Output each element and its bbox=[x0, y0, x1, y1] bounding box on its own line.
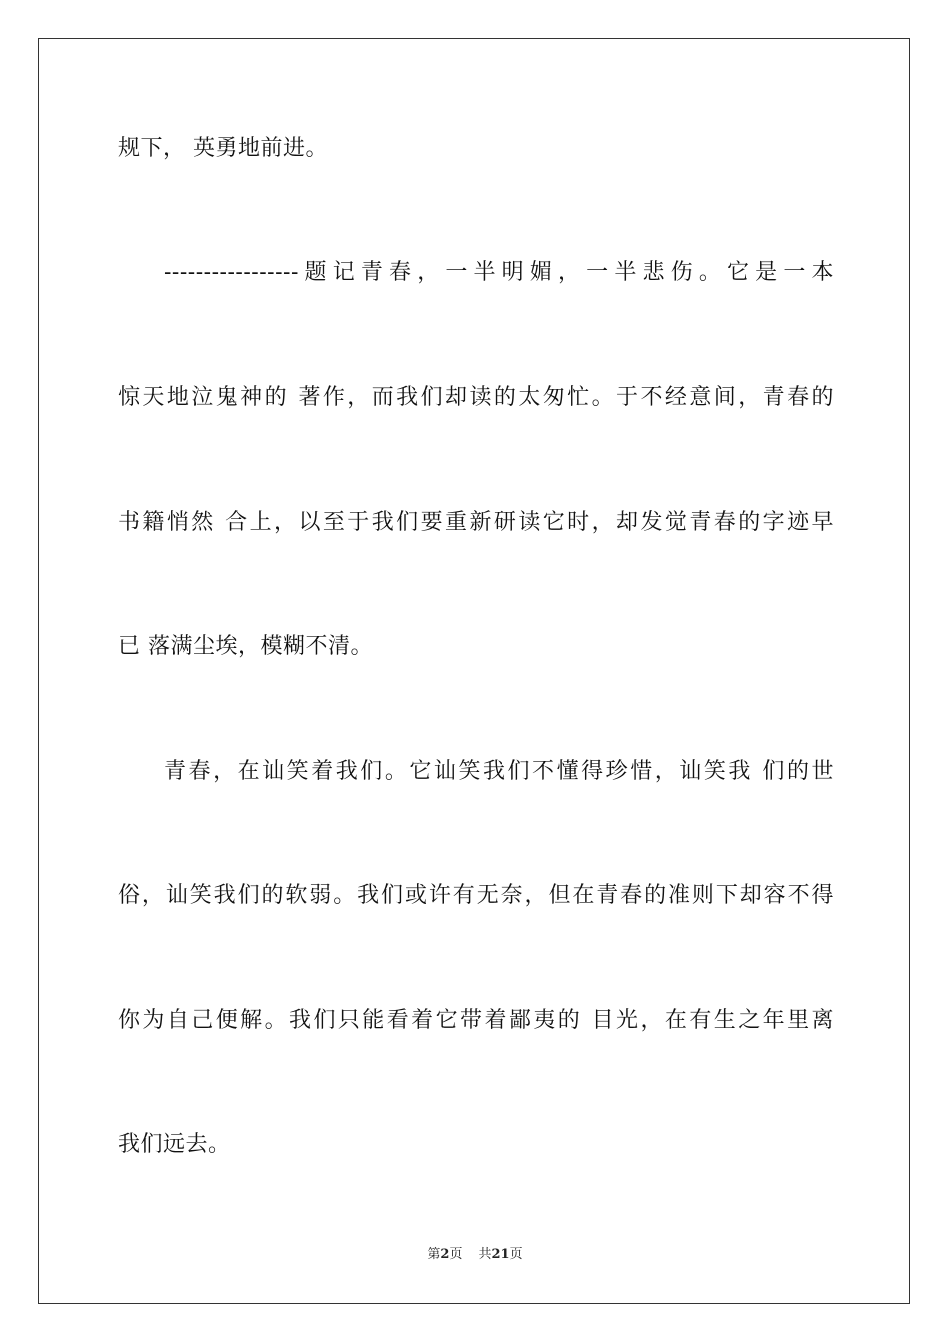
text-line-6: 青春，在讪笑着我们。它讪笑我们不懂得珍惜，讪笑我 们的世 bbox=[164, 759, 834, 784]
total-pages: 21 bbox=[491, 1247, 510, 1262]
text-line-7: 俗，讪笑我们的软弱。我们或许有无奈，但在青春的准则下却容不得 bbox=[118, 883, 834, 908]
text-line-9: 我们远去。 bbox=[118, 1132, 231, 1157]
page-footer bbox=[0, 1246, 950, 1264]
page-prefix: 第 bbox=[427, 1247, 441, 1262]
text-line-5: 已 落满尘埃，模糊不清。 bbox=[118, 634, 373, 659]
total-prefix: 共 bbox=[478, 1247, 492, 1262]
text-line-2: -----------------题记青春，一半明媚，一半悲伤。它是一本 bbox=[164, 260, 834, 285]
text-line-8: 你为自己便解。我们只能看着它带着鄙夷的 目光，在有生之年里离 bbox=[118, 1008, 834, 1033]
page-border bbox=[38, 38, 910, 1304]
text-line-4: 书籍悄然 合上，以至于我们要重新研读它时，却发觉青春的字迹早 bbox=[118, 510, 834, 535]
text-line-1: 规下， 英勇地前进。 bbox=[118, 136, 328, 161]
text-line-3: 惊天地泣鬼神的 著作，而我们却读的太匆忙。于不经意间，青春的 bbox=[118, 385, 834, 410]
page-number: 2 bbox=[440, 1247, 450, 1262]
page-suffix: 页 bbox=[449, 1247, 463, 1262]
total-suffix: 页 bbox=[509, 1247, 523, 1262]
